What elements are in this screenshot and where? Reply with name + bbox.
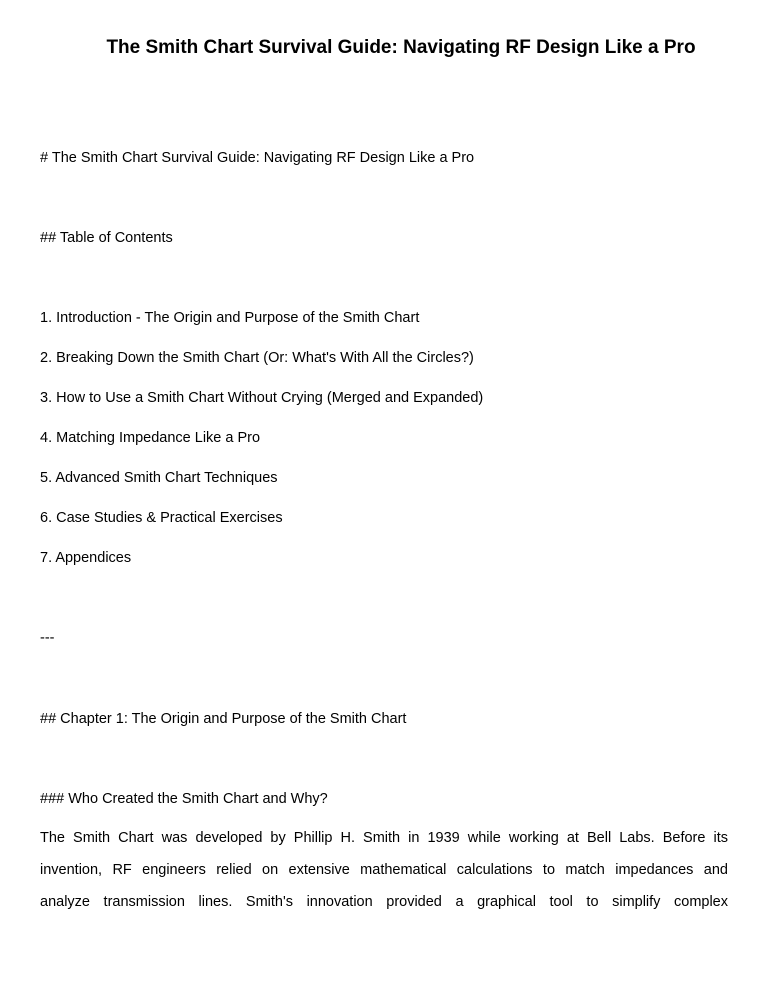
toc-item: 1. Introduction - The Origin and Purpose of the Smith Chart [40, 310, 420, 326]
toc-item: 6. Case Studies & Practical Exercises [40, 510, 283, 526]
separator: --- [40, 630, 55, 646]
toc-heading: ## Table of Contents [40, 230, 173, 246]
section-heading: ### Who Created the Smith Chart and Why? [40, 791, 328, 807]
document-title: The Smith Chart Survival Guide: Navigating RF Design Like a Pro [106, 37, 696, 58]
toc-item: 5. Advanced Smith Chart Techniques [40, 470, 278, 486]
paragraph-line: invention, RF engineers relied on extensive mathematical calculations to match impedances and [40, 862, 728, 878]
h1-heading: # The Smith Chart Survival Guide: Navigating RF Design Like a Pro [40, 150, 475, 166]
chapter-heading: ## Chapter 1: The Origin and Purpose of the Smith Chart [40, 711, 407, 727]
toc-item: 4. Matching Impedance Like a Pro [40, 430, 261, 446]
toc-item: 2. Breaking Down the Smith Chart (Or: What's With All the Circles?) [40, 350, 474, 366]
paragraph-line: analyze transmission lines. Smith's innovation provided a graphical tool to simplify complex [40, 894, 728, 910]
toc-item: 3. How to Use a Smith Chart Without Crying (Merged and Expanded) [40, 390, 484, 406]
paragraph-line: The Smith Chart was developed by Phillip H. Smith in 1939 while working at Bell Labs. Before its [40, 830, 728, 846]
body-paragraph [40, 822, 728, 918]
toc-item: 7. Appendices [40, 550, 132, 566]
